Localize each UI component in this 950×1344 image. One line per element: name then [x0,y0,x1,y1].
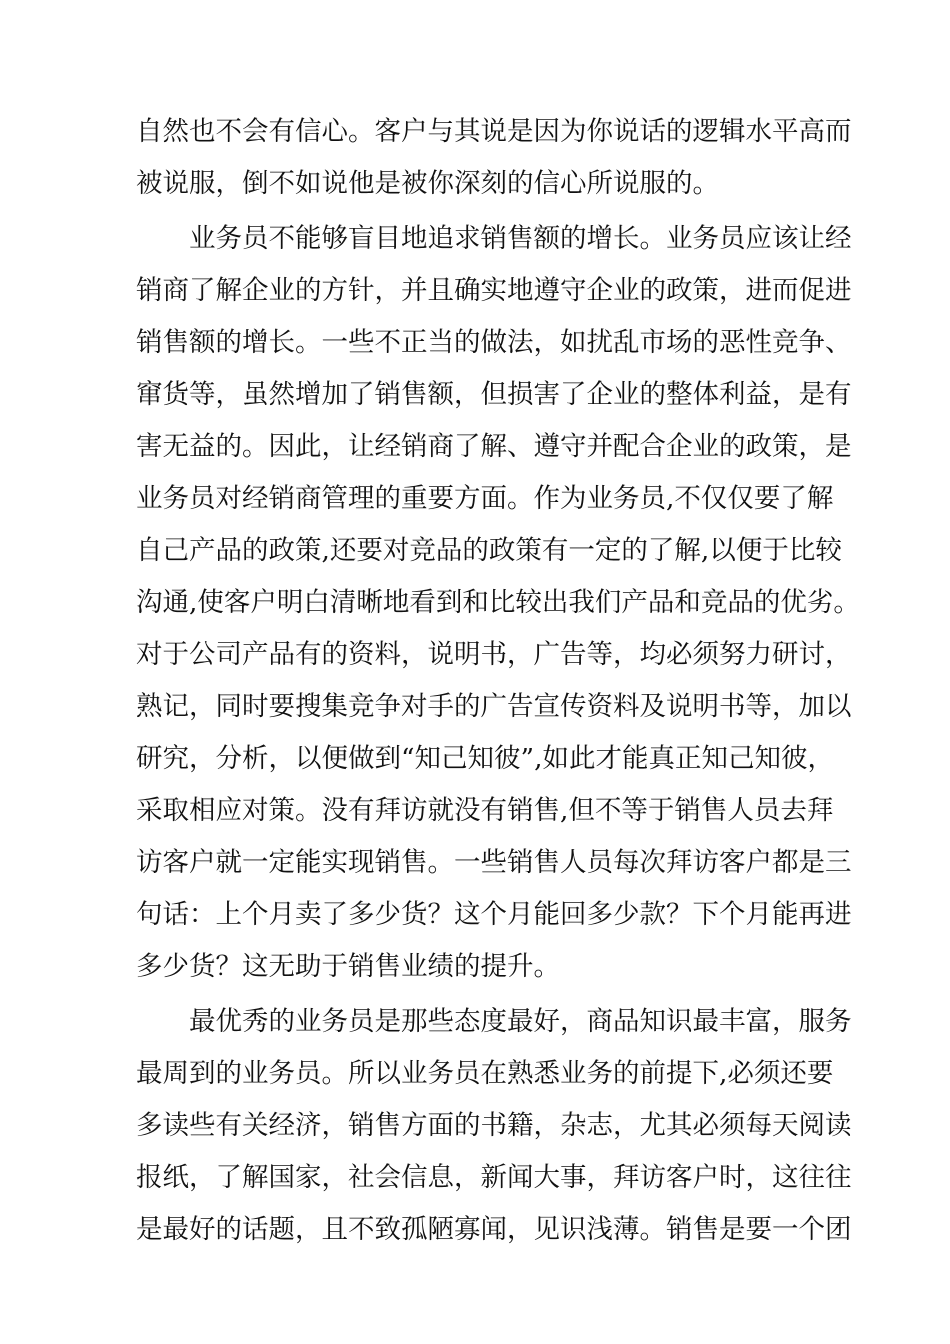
text-line: 销商了解企业的方针，并且确实地遵守企业的政策，进而促进 [136,275,852,306]
text-line: 最优秀的业务员是那些态度最好，商品知识最丰富，服务 [189,1006,852,1037]
text-line: 多读些有关经济，销售方面的书籍，杂志，尤其必须每天阅读 [136,1110,852,1141]
text-line: 采取相应对策。没有拜访就没有销售,但不等于销售人员去拜 [136,795,834,826]
text-line: 被说服，倒不如说他是被你深刻的信心所说服的。 [136,168,719,199]
text-line: 研究，分析，以便做到“知己知彼”,如此才能真正知己知彼， [136,743,835,774]
text-line: 窜货等，虽然增加了销售额，但损害了企业的整体利益，是有 [136,379,852,410]
text-line: 对于公司产品有的资料，说明书，广告等，均必须努力研讨， [136,639,852,670]
text-line: 多少货？这无助于销售业绩的提升。 [136,951,560,982]
text-line: 最周到的业务员。所以业务员在熟悉业务的前提下,必须还要 [136,1058,834,1089]
text-line: 报纸，了解国家，社会信息，新闻大事，拜访客户时，这往往 [136,1162,852,1193]
text-line: 销售额的增长。一些不正当的做法，如扰乱市场的恶性竞争、 [136,327,852,358]
text-line: 熟记，同时要搜集竞争对手的广告宣传资料及说明书等，加以 [136,691,852,722]
text-line: 业务员不能够盲目地追求销售额的增长。业务员应该让经 [189,223,852,254]
text-line: 业务员对经销商管理的重要方面。作为业务员,不仅仅要了解 [136,483,834,514]
text-line: 句话：上个月卖了多少货？这个月能回多少款？下个月能再进 [136,899,852,930]
text-line: 沟通,使客户明白清晰地看到和比较出我们产品和竞品的优劣。 [136,587,860,618]
text-line: 自然也不会有信心。客户与其说是因为你说话的逻辑水平高而 [136,116,852,147]
text-line: 害无益的。因此，让经销商了解、遵守并配合企业的政策，是 [136,431,852,462]
text-line: 访客户就一定能实现销售。一些销售人员每次拜访客户都是三 [136,847,852,878]
text-line: 自己产品的政策,还要对竞品的政策有一定的了解,以便于比较 [136,535,842,566]
text-line: 是最好的话题，且不致孤陋寡闻，见识浅薄。销售是要一个团 [136,1214,852,1245]
